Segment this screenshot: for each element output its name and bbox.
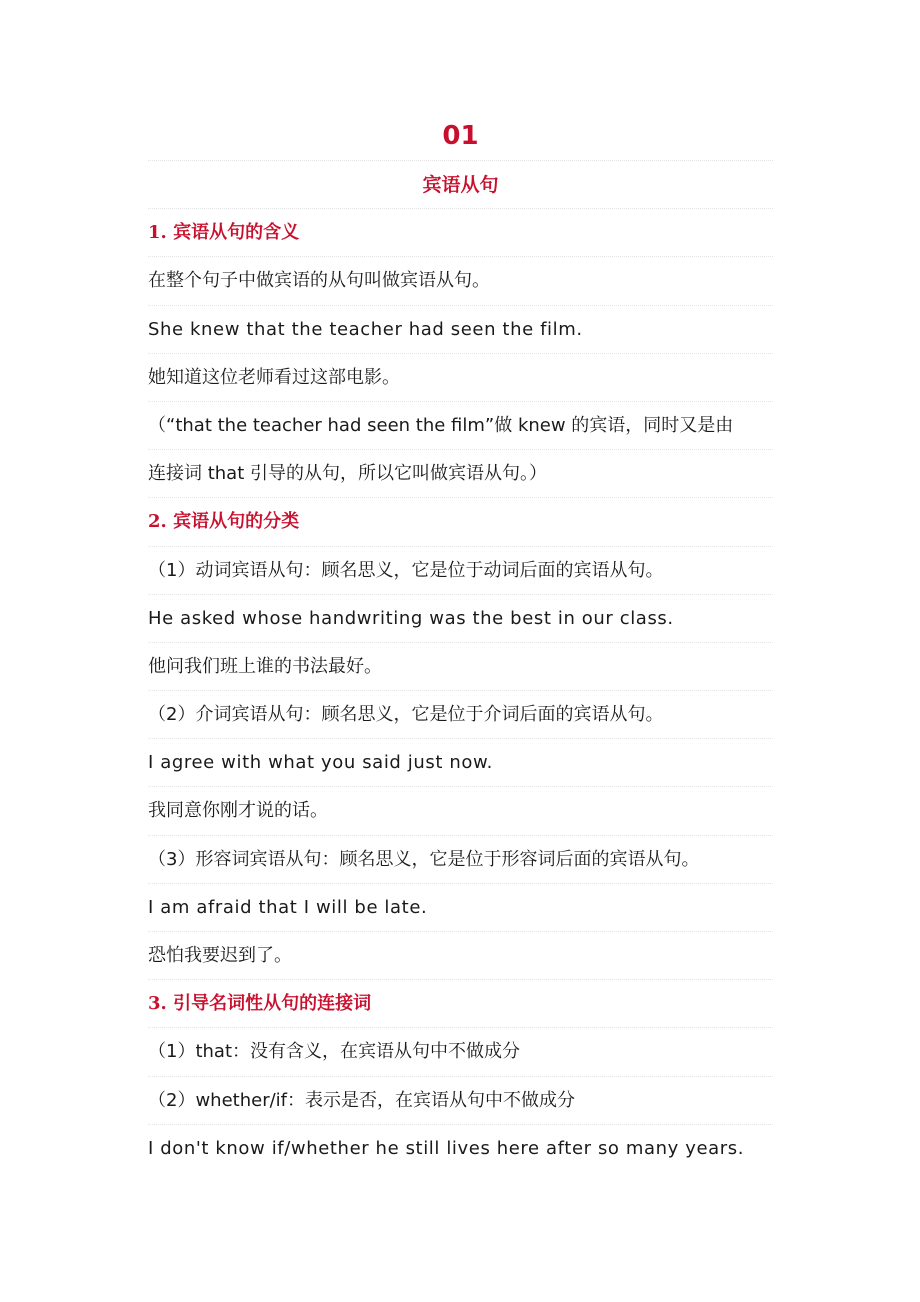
section-1-definition: 在整个句子中做宾语的从句叫做宾语从句。 [148, 256, 773, 304]
chapter-title: 宾语从句 [148, 160, 773, 208]
section-3-item-2: （2）whether/if：表示是否，在宾语从句中不做成分 [148, 1076, 773, 1124]
section-2-item-1: （1）动词宾语从句：顾名思义，它是位于动词后面的宾语从句。 [148, 546, 773, 594]
section-1-note-line-1: （“that the teacher had seen the film”做 knew 的宾语，同时又是由 [148, 401, 773, 449]
section-2-title: 宾语从句的分类 [173, 511, 300, 533]
section-1-title: 宾语从句的含义 [173, 222, 300, 244]
section-2-item-2-example-zh: 我同意你刚才说的话。 [148, 786, 773, 834]
section-1-example-en: She knew that the teacher had seen the film. [148, 305, 773, 353]
section-1-example-zh: 她知道这位老师看过这部电影。 [148, 353, 773, 401]
section-3-item-2-example-en: I don't know if/whether he still lives here after so many years. [148, 1124, 773, 1172]
section-2-number: 2. [148, 511, 167, 533]
section-1-note-line-2: 连接词 that 引导的从句，所以它叫做宾语从句。） [148, 449, 773, 497]
section-2-item-1-example-en: He asked whose handwriting was the best in our class. [148, 594, 773, 642]
section-3-item-1: （1）that：没有含义，在宾语从句中不做成分 [148, 1027, 773, 1075]
section-2-item-3-example-en: I am afraid that I will be late. [148, 883, 773, 931]
section-1-number: 1. [148, 222, 167, 244]
section-2-item-1-example-zh: 他问我们班上谁的书法最好。 [148, 642, 773, 690]
section-2-heading [148, 497, 773, 545]
section-3-number: 3. [148, 993, 167, 1015]
section-2-item-3: （3）形容词宾语从句：顾名思义，它是位于形容词后面的宾语从句。 [148, 835, 773, 883]
section-2-item-2-example-en: I agree with what you said just now. [148, 738, 773, 786]
document-page [148, 110, 773, 1172]
chapter-number: 01 [442, 121, 479, 151]
section-2-item-2: （2）介词宾语从句：顾名思义，它是位于介词后面的宾语从句。 [148, 690, 773, 738]
section-1-heading [148, 208, 773, 256]
section-3-heading [148, 979, 773, 1027]
section-2-item-3-example-zh: 恐怕我要迟到了。 [148, 931, 773, 979]
section-3-title: 引导名词性从句的连接词 [173, 993, 372, 1015]
